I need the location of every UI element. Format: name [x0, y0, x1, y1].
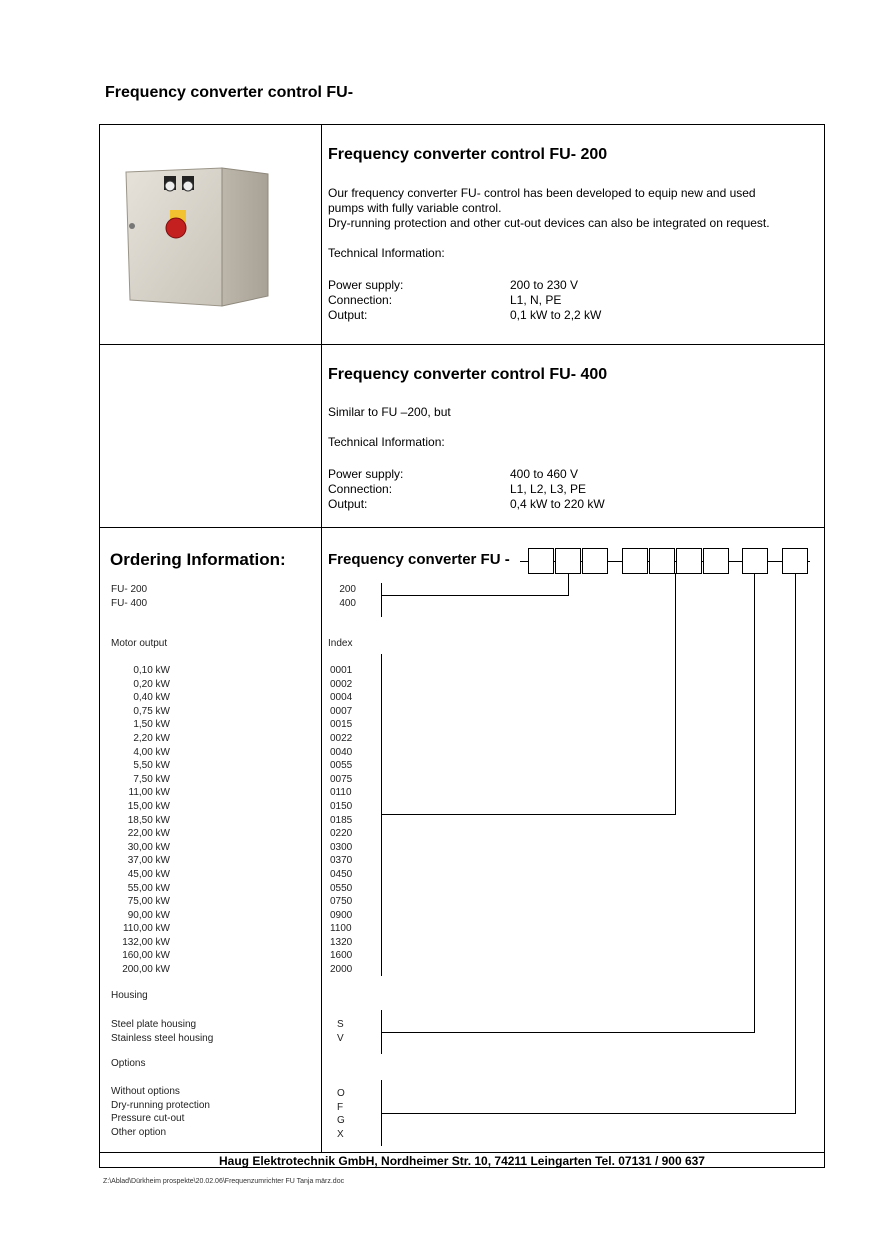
motor-index-code: 0300: [330, 841, 353, 853]
option-label: Without options: [111, 1086, 180, 1097]
motor-index-code: 1320: [330, 936, 353, 948]
motor-index-code: 0900: [330, 909, 353, 921]
fu200-description-line-2: pumps with fully variable control.: [328, 201, 502, 215]
motor-index-code: 0220: [330, 828, 353, 840]
motor-output: 4,00 kW: [133, 746, 170, 758]
option-code: X: [337, 1128, 344, 1140]
fu200-description-line-3: Dry-running protection and other cut-out devices can also be integrated on request.: [328, 216, 770, 230]
fu400-spec-label: Power supply:: [328, 467, 404, 481]
fu200-spec-label: Output:: [328, 308, 368, 322]
row-divider-1: [99, 344, 825, 345]
motor-code-box: [649, 548, 675, 574]
motor-index-list: [330, 664, 352, 977]
type-label: FU- 200: [111, 584, 148, 595]
fu400-spec-value: 0,4 kW to 220 kW: [510, 497, 605, 511]
motor-index-code: 0075: [330, 773, 353, 785]
motor-output: 15,00 kW: [127, 800, 170, 812]
housing-leader-h: [381, 1032, 755, 1033]
housing-label: Steel plate housing: [111, 1019, 197, 1030]
fu400-spec-value: 400 to 460 V: [510, 467, 579, 481]
housing-label: Stainless steel housing: [111, 1032, 214, 1044]
fu400-spec-label: Connection:: [328, 482, 393, 496]
options-leader-v: [795, 573, 796, 1114]
motor-output: 75,00 kW: [127, 896, 170, 908]
motor-output-list: [108, 664, 170, 977]
company-footer: Haug Elektrotechnik GmbH, Nordheimer Str. 10, 74211 Leingarten Tel. 07131 / 900 637: [219, 1154, 705, 1168]
motor-output: 55,00 kW: [127, 882, 170, 894]
housing-list: [111, 1018, 213, 1045]
type-code: 200: [339, 584, 356, 595]
type-list: [111, 583, 147, 610]
motor-output: 11,00 kW: [128, 787, 170, 799]
column-divider: [321, 124, 322, 1152]
housing-code-box: [742, 548, 768, 574]
motor-index-code: 0004: [330, 692, 353, 704]
control-box-photo: [118, 160, 278, 310]
motor-leader-v: [675, 573, 676, 815]
housing-code: V: [337, 1032, 344, 1044]
motor-index-code: 0450: [330, 868, 353, 880]
type-label: FU- 400: [111, 597, 148, 609]
footer-divider: [99, 1152, 825, 1153]
motor-index-code: 0007: [330, 705, 353, 717]
motor-index-code: 0022: [330, 732, 353, 744]
housing-code: S: [337, 1019, 344, 1030]
motor-index-code: 2000: [330, 964, 353, 976]
page-title: Frequency converter control FU-: [105, 84, 354, 101]
type-code-box: [555, 548, 581, 574]
index-heading: Index: [328, 638, 353, 649]
fu400-title: Frequency converter control FU- 400: [328, 366, 608, 383]
housing-heading: Housing: [111, 990, 148, 1001]
type-bracket: [381, 583, 382, 617]
motor-output: 200,00 kW: [122, 964, 170, 976]
motor-output: 37,00 kW: [127, 855, 170, 867]
motor-index-code: 0001: [330, 665, 353, 676]
motor-output: 160,00 kW: [122, 950, 170, 962]
fu400-spec-value: L1, L2, L3, PE: [510, 482, 587, 496]
motor-output: 0,10 kW: [133, 665, 170, 676]
fu400-description: Similar to FU –200, but: [328, 405, 451, 419]
ordering-heading: Ordering Information:: [110, 550, 286, 569]
motor-output: 22,00 kW: [127, 828, 170, 840]
option-code: O: [337, 1088, 345, 1099]
motor-output: 90,00 kW: [127, 909, 170, 921]
motor-output: 0,40 kW: [133, 692, 170, 704]
motor-output: 1,50 kW: [133, 719, 170, 731]
motor-output: 30,00 kW: [127, 841, 170, 853]
housing-code-list: [337, 1018, 344, 1045]
motor-output: 18,50 kW: [127, 814, 170, 826]
option-code: F: [337, 1101, 344, 1113]
fu200-description-line-1: Our frequency converter FU- control has been developed to equip new and used: [328, 186, 756, 200]
order-code-label: Frequency converter FU -: [328, 551, 510, 568]
option-label: Dry-running protection: [111, 1099, 210, 1111]
motor-code-box: [703, 548, 729, 574]
motor-output: 2,20 kW: [133, 732, 170, 744]
type-code: 400: [339, 597, 356, 609]
option-code: G: [337, 1115, 345, 1127]
motor-output: 0,20 kW: [133, 678, 170, 690]
housing-leader-v: [754, 573, 755, 1033]
motor-heading: Motor output: [111, 638, 168, 649]
motor-index-code: 1100: [330, 923, 352, 935]
fu400-tech-heading: Technical Information:: [328, 435, 445, 449]
motor-output: 7,50 kW: [133, 773, 170, 785]
motor-leader-h: [381, 814, 676, 815]
motor-index-code: 0002: [330, 678, 353, 690]
motor-index-code: 0550: [330, 882, 353, 894]
motor-index-code: 0040: [330, 746, 353, 758]
motor-index-code: 0370: [330, 855, 353, 867]
motor-index-code: 0150: [330, 800, 353, 812]
type-code-box: [528, 548, 554, 574]
motor-index-code: 1600: [330, 950, 353, 962]
motor-index-code: 0055: [330, 760, 353, 772]
motor-bracket: [381, 654, 382, 976]
type-code-list: [328, 583, 356, 610]
fu200-spec-value: 200 to 230 V: [510, 278, 579, 292]
motor-output: 45,00 kW: [127, 868, 170, 880]
motor-output: 0,75 kW: [133, 705, 170, 717]
fu200-spec-label: Connection:: [328, 293, 393, 307]
motor-code-box: [622, 548, 648, 574]
options-leader-h: [381, 1113, 796, 1114]
fu400-spec-label: Output:: [328, 497, 368, 511]
fu200-spec-label: Power supply:: [328, 278, 404, 292]
option-code-list: [337, 1087, 345, 1141]
motor-index-code: 0185: [330, 814, 353, 826]
type-code-box: [582, 548, 608, 574]
type-leader-v: [568, 573, 569, 596]
motor-output: 110,00 kW: [122, 923, 170, 935]
motor-code-box: [676, 548, 702, 574]
row-divider-2: [99, 527, 825, 528]
type-leader-h: [381, 595, 569, 596]
document-file-path: Z:\Ablad\Dürkheim prospekte\20.02.06\Frequenzumrichter FU Tanja märz.doc: [103, 1178, 345, 1185]
fu200-tech-heading: Technical Information:: [328, 246, 445, 260]
options-list: [111, 1085, 210, 1139]
option-label: Other option: [111, 1126, 167, 1138]
options-heading: Options: [111, 1058, 146, 1069]
option-code-box: [782, 548, 808, 574]
motor-index-code: 0015: [330, 719, 353, 731]
motor-index-code: 0750: [330, 896, 353, 908]
fu200-title: Frequency converter control FU- 200: [328, 146, 608, 163]
motor-output: 132,00 kW: [122, 936, 170, 948]
fu200-spec-value: L1, N, PE: [510, 293, 562, 307]
option-label: Pressure cut-out: [111, 1113, 185, 1125]
motor-output: 5,50 kW: [133, 760, 170, 772]
motor-index-code: 0110: [330, 787, 352, 799]
fu200-spec-value: 0,1 kW to 2,2 kW: [510, 308, 602, 322]
